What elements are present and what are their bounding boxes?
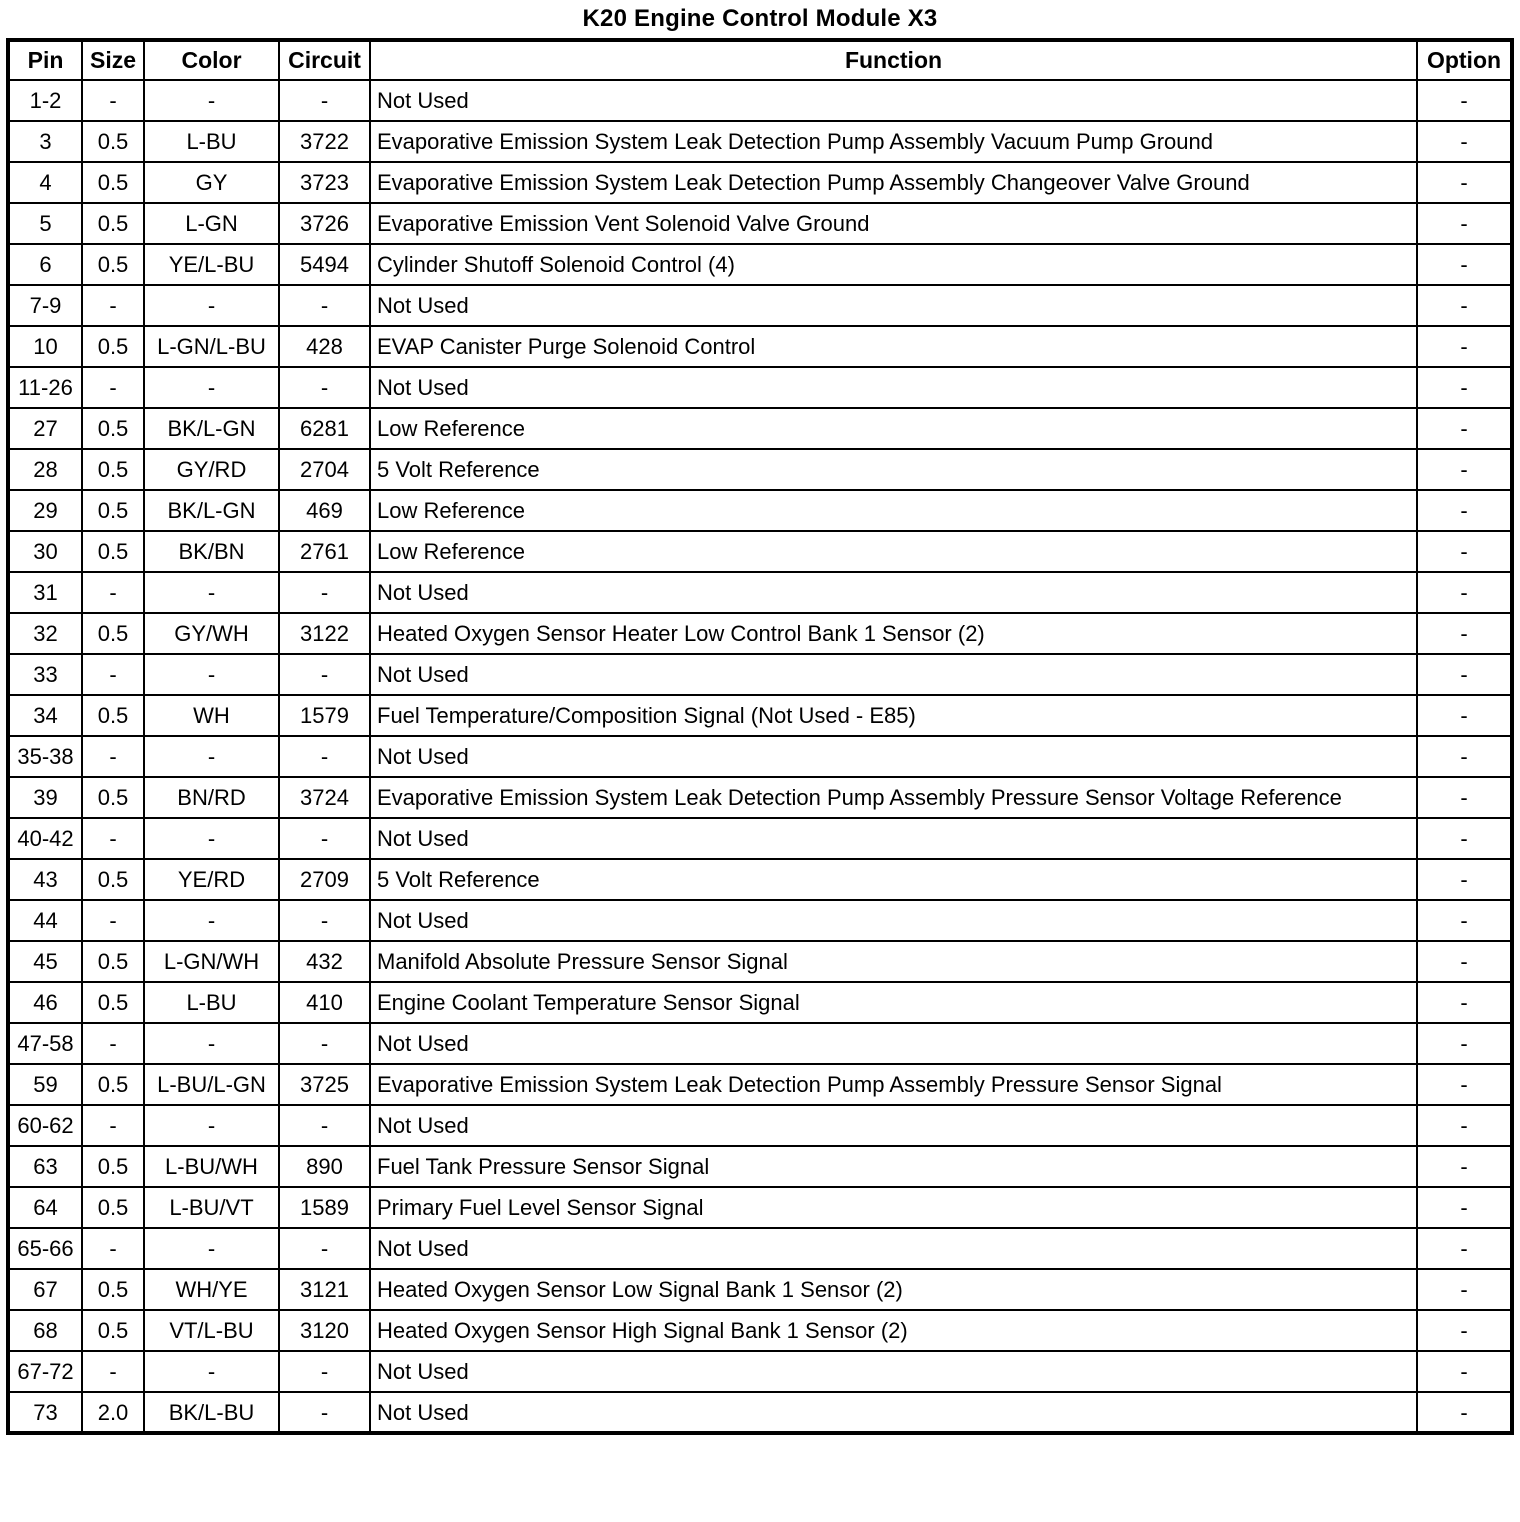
- cell-option: -: [1417, 613, 1512, 654]
- cell-pin: 67-72: [8, 1351, 82, 1392]
- cell-pin: 28: [8, 449, 82, 490]
- cell-pin: 3: [8, 121, 82, 162]
- table-row: [8, 162, 1512, 203]
- cell-function: Low Reference: [370, 490, 1417, 531]
- table-row: [8, 449, 1512, 490]
- cell-size: -: [82, 1105, 144, 1146]
- cell-pin: 43: [8, 859, 82, 900]
- cell-option: -: [1417, 1351, 1512, 1392]
- table-row: [8, 203, 1512, 244]
- cell-function: Low Reference: [370, 531, 1417, 572]
- cell-color: -: [144, 80, 279, 121]
- cell-size: 0.5: [82, 162, 144, 203]
- table-row: [8, 490, 1512, 531]
- cell-option: -: [1417, 777, 1512, 818]
- table-row: [8, 121, 1512, 162]
- cell-pin: 44: [8, 900, 82, 941]
- column-header-option: Option: [1417, 40, 1512, 80]
- cell-function: Engine Coolant Temperature Sensor Signal: [370, 982, 1417, 1023]
- table-row: [8, 367, 1512, 408]
- cell-color: YE/L-BU: [144, 244, 279, 285]
- cell-option: -: [1417, 1023, 1512, 1064]
- cell-size: 2.0: [82, 1392, 144, 1433]
- cell-size: 0.5: [82, 695, 144, 736]
- cell-color: GY: [144, 162, 279, 203]
- cell-function: Not Used: [370, 654, 1417, 695]
- cell-function: Fuel Temperature/Composition Signal (Not Used - E85): [370, 695, 1417, 736]
- table-row: [8, 1269, 1512, 1310]
- cell-color: -: [144, 736, 279, 777]
- table-row: [8, 531, 1512, 572]
- table-row: [8, 1064, 1512, 1105]
- cell-option: -: [1417, 203, 1512, 244]
- table-row: [8, 244, 1512, 285]
- cell-color: -: [144, 1023, 279, 1064]
- cell-option: -: [1417, 859, 1512, 900]
- cell-pin: 67: [8, 1269, 82, 1310]
- cell-color: BK/L-GN: [144, 408, 279, 449]
- cell-option: -: [1417, 244, 1512, 285]
- cell-pin: 34: [8, 695, 82, 736]
- table-row: [8, 777, 1512, 818]
- cell-pin: 32: [8, 613, 82, 654]
- cell-circuit: 3724: [279, 777, 370, 818]
- cell-function: Not Used: [370, 818, 1417, 859]
- cell-size: 0.5: [82, 941, 144, 982]
- cell-function: Evaporative Emission System Leak Detection Pump Assembly Vacuum Pump Ground: [370, 121, 1417, 162]
- cell-color: BK/L-GN: [144, 490, 279, 531]
- cell-function: Not Used: [370, 1392, 1417, 1433]
- cell-pin: 6: [8, 244, 82, 285]
- cell-pin: 27: [8, 408, 82, 449]
- cell-color: WH: [144, 695, 279, 736]
- cell-size: 0.5: [82, 982, 144, 1023]
- cell-pin: 31: [8, 572, 82, 613]
- cell-color: BN/RD: [144, 777, 279, 818]
- cell-option: -: [1417, 1310, 1512, 1351]
- cell-circuit: -: [279, 900, 370, 941]
- cell-function: Not Used: [370, 80, 1417, 121]
- table-row: [8, 613, 1512, 654]
- cell-option: -: [1417, 900, 1512, 941]
- column-header-size: Size: [82, 40, 144, 80]
- cell-function: Not Used: [370, 1105, 1417, 1146]
- cell-color: -: [144, 818, 279, 859]
- cell-size: 0.5: [82, 1064, 144, 1105]
- cell-color: -: [144, 1105, 279, 1146]
- cell-circuit: 3122: [279, 613, 370, 654]
- cell-color: -: [144, 1351, 279, 1392]
- cell-circuit: -: [279, 1228, 370, 1269]
- cell-circuit: 2704: [279, 449, 370, 490]
- pinout-table: [6, 38, 1514, 1435]
- cell-color: L-BU: [144, 982, 279, 1023]
- cell-size: 0.5: [82, 490, 144, 531]
- cell-circuit: 432: [279, 941, 370, 982]
- cell-pin: 33: [8, 654, 82, 695]
- table-row: [8, 1187, 1512, 1228]
- cell-function: Not Used: [370, 1351, 1417, 1392]
- cell-circuit: -: [279, 572, 370, 613]
- cell-function: 5 Volt Reference: [370, 859, 1417, 900]
- cell-circuit: 5494: [279, 244, 370, 285]
- cell-option: -: [1417, 449, 1512, 490]
- column-header-function: Function: [370, 40, 1417, 80]
- cell-pin: 68: [8, 1310, 82, 1351]
- cell-color: GY/WH: [144, 613, 279, 654]
- cell-function: Heated Oxygen Sensor Low Signal Bank 1 Sensor (2): [370, 1269, 1417, 1310]
- cell-circuit: -: [279, 736, 370, 777]
- cell-function: Not Used: [370, 900, 1417, 941]
- cell-pin: 29: [8, 490, 82, 531]
- cell-color: -: [144, 1228, 279, 1269]
- cell-option: -: [1417, 1105, 1512, 1146]
- cell-size: 0.5: [82, 859, 144, 900]
- table-row: [8, 982, 1512, 1023]
- cell-pin: 47-58: [8, 1023, 82, 1064]
- table-row: [8, 285, 1512, 326]
- cell-function: Manifold Absolute Pressure Sensor Signal: [370, 941, 1417, 982]
- cell-option: -: [1417, 285, 1512, 326]
- cell-pin: 46: [8, 982, 82, 1023]
- cell-size: -: [82, 80, 144, 121]
- cell-size: -: [82, 367, 144, 408]
- cell-circuit: -: [279, 1351, 370, 1392]
- cell-pin: 35-38: [8, 736, 82, 777]
- cell-pin: 4: [8, 162, 82, 203]
- cell-size: -: [82, 285, 144, 326]
- cell-circuit: -: [279, 80, 370, 121]
- cell-color: L-BU/VT: [144, 1187, 279, 1228]
- table-row: [8, 80, 1512, 121]
- cell-color: GY/RD: [144, 449, 279, 490]
- cell-circuit: 3723: [279, 162, 370, 203]
- cell-circuit: 428: [279, 326, 370, 367]
- cell-circuit: 3725: [279, 1064, 370, 1105]
- cell-size: -: [82, 1228, 144, 1269]
- table-row: [8, 859, 1512, 900]
- cell-size: 0.5: [82, 1310, 144, 1351]
- cell-option: -: [1417, 695, 1512, 736]
- cell-circuit: 1589: [279, 1187, 370, 1228]
- column-header-color: Color: [144, 40, 279, 80]
- cell-option: -: [1417, 408, 1512, 449]
- table-row: [8, 1310, 1512, 1351]
- cell-option: -: [1417, 367, 1512, 408]
- cell-circuit: 1579: [279, 695, 370, 736]
- cell-color: L-BU/L-GN: [144, 1064, 279, 1105]
- cell-option: -: [1417, 1146, 1512, 1187]
- table-row: [8, 900, 1512, 941]
- table-row: [8, 1105, 1512, 1146]
- cell-function: Low Reference: [370, 408, 1417, 449]
- cell-pin: 63: [8, 1146, 82, 1187]
- cell-color: -: [144, 900, 279, 941]
- cell-option: -: [1417, 654, 1512, 695]
- pinout-table-body: [8, 80, 1512, 1433]
- cell-option: -: [1417, 121, 1512, 162]
- column-header-pin: Pin: [8, 40, 82, 80]
- cell-color: WH/YE: [144, 1269, 279, 1310]
- cell-circuit: 890: [279, 1146, 370, 1187]
- table-row: [8, 572, 1512, 613]
- cell-color: -: [144, 654, 279, 695]
- cell-option: -: [1417, 1187, 1512, 1228]
- cell-pin: 1-2: [8, 80, 82, 121]
- cell-function: Evaporative Emission System Leak Detection Pump Assembly Pressure Sensor Voltage Reference: [370, 777, 1417, 818]
- cell-option: -: [1417, 1392, 1512, 1433]
- cell-function: Not Used: [370, 1023, 1417, 1064]
- cell-size: 0.5: [82, 777, 144, 818]
- cell-circuit: 3120: [279, 1310, 370, 1351]
- table-row: [8, 941, 1512, 982]
- table-row: [8, 654, 1512, 695]
- cell-option: -: [1417, 162, 1512, 203]
- cell-circuit: 6281: [279, 408, 370, 449]
- page-title: K20 Engine Control Module X3: [582, 5, 938, 32]
- table-row: [8, 1351, 1512, 1392]
- cell-size: 0.5: [82, 613, 144, 654]
- cell-circuit: 3121: [279, 1269, 370, 1310]
- cell-color: L-GN: [144, 203, 279, 244]
- cell-pin: 30: [8, 531, 82, 572]
- cell-size: -: [82, 736, 144, 777]
- table-row: [8, 818, 1512, 859]
- cell-circuit: -: [279, 818, 370, 859]
- table-row: [8, 695, 1512, 736]
- cell-circuit: 2761: [279, 531, 370, 572]
- cell-pin: 64: [8, 1187, 82, 1228]
- cell-pin: 45: [8, 941, 82, 982]
- cell-pin: 7-9: [8, 285, 82, 326]
- cell-function: Not Used: [370, 285, 1417, 326]
- table-row: [8, 1228, 1512, 1269]
- cell-circuit: -: [279, 285, 370, 326]
- cell-option: -: [1417, 1064, 1512, 1105]
- cell-circuit: 410: [279, 982, 370, 1023]
- cell-pin: 65-66: [8, 1228, 82, 1269]
- cell-function: Heated Oxygen Sensor High Signal Bank 1 Sensor (2): [370, 1310, 1417, 1351]
- cell-size: 0.5: [82, 408, 144, 449]
- cell-circuit: -: [279, 367, 370, 408]
- cell-function: Not Used: [370, 367, 1417, 408]
- cell-size: -: [82, 654, 144, 695]
- cell-pin: 11-26: [8, 367, 82, 408]
- cell-size: 0.5: [82, 1269, 144, 1310]
- table-row: [8, 1023, 1512, 1064]
- cell-pin: 5: [8, 203, 82, 244]
- cell-option: -: [1417, 326, 1512, 367]
- cell-color: BK/BN: [144, 531, 279, 572]
- cell-option: -: [1417, 736, 1512, 777]
- cell-function: Fuel Tank Pressure Sensor Signal: [370, 1146, 1417, 1187]
- cell-color: -: [144, 572, 279, 613]
- cell-function: Evaporative Emission System Leak Detection Pump Assembly Pressure Sensor Signal: [370, 1064, 1417, 1105]
- table-row: [8, 326, 1512, 367]
- cell-circuit: -: [279, 1023, 370, 1064]
- cell-color: VT/L-BU: [144, 1310, 279, 1351]
- cell-color: BK/L-BU: [144, 1392, 279, 1433]
- cell-pin: 40-42: [8, 818, 82, 859]
- cell-pin: 10: [8, 326, 82, 367]
- cell-circuit: 2709: [279, 859, 370, 900]
- cell-function: Heated Oxygen Sensor Heater Low Control Bank 1 Sensor (2): [370, 613, 1417, 654]
- cell-circuit: 3726: [279, 203, 370, 244]
- cell-function: Primary Fuel Level Sensor Signal: [370, 1187, 1417, 1228]
- cell-function: 5 Volt Reference: [370, 449, 1417, 490]
- cell-circuit: 469: [279, 490, 370, 531]
- cell-function: Cylinder Shutoff Solenoid Control (4): [370, 244, 1417, 285]
- cell-function: EVAP Canister Purge Solenoid Control: [370, 326, 1417, 367]
- cell-pin: 60-62: [8, 1105, 82, 1146]
- cell-pin: 39: [8, 777, 82, 818]
- cell-size: -: [82, 900, 144, 941]
- table-row: [8, 408, 1512, 449]
- cell-option: -: [1417, 941, 1512, 982]
- cell-function: Not Used: [370, 572, 1417, 613]
- cell-circuit: -: [279, 654, 370, 695]
- cell-function: Evaporative Emission Vent Solenoid Valve Ground: [370, 203, 1417, 244]
- cell-color: L-GN/L-BU: [144, 326, 279, 367]
- cell-function: Not Used: [370, 1228, 1417, 1269]
- cell-size: -: [82, 1351, 144, 1392]
- cell-size: 0.5: [82, 203, 144, 244]
- cell-circuit: 3722: [279, 121, 370, 162]
- cell-option: -: [1417, 818, 1512, 859]
- cell-color: L-BU/WH: [144, 1146, 279, 1187]
- cell-pin: 73: [8, 1392, 82, 1433]
- cell-size: 0.5: [82, 1146, 144, 1187]
- cell-option: -: [1417, 1269, 1512, 1310]
- cell-circuit: -: [279, 1105, 370, 1146]
- cell-size: -: [82, 1023, 144, 1064]
- cell-option: -: [1417, 80, 1512, 121]
- cell-size: 0.5: [82, 326, 144, 367]
- cell-size: 0.5: [82, 1187, 144, 1228]
- cell-option: -: [1417, 572, 1512, 613]
- cell-option: -: [1417, 982, 1512, 1023]
- column-header-circuit: Circuit: [279, 40, 370, 80]
- cell-size: 0.5: [82, 244, 144, 285]
- cell-option: -: [1417, 1228, 1512, 1269]
- cell-size: 0.5: [82, 449, 144, 490]
- cell-option: -: [1417, 531, 1512, 572]
- cell-color: L-GN/WH: [144, 941, 279, 982]
- cell-size: -: [82, 572, 144, 613]
- cell-color: YE/RD: [144, 859, 279, 900]
- cell-pin: 59: [8, 1064, 82, 1105]
- table-row: [8, 736, 1512, 777]
- cell-color: -: [144, 367, 279, 408]
- cell-function: Not Used: [370, 736, 1417, 777]
- table-row: [8, 1392, 1512, 1433]
- cell-function: Evaporative Emission System Leak Detection Pump Assembly Changeover Valve Ground: [370, 162, 1417, 203]
- table-row: [8, 1146, 1512, 1187]
- cell-color: L-BU: [144, 121, 279, 162]
- cell-size: 0.5: [82, 531, 144, 572]
- cell-size: -: [82, 818, 144, 859]
- cell-option: -: [1417, 490, 1512, 531]
- cell-color: -: [144, 285, 279, 326]
- header-row: [8, 40, 1512, 80]
- cell-size: 0.5: [82, 121, 144, 162]
- cell-circuit: -: [279, 1392, 370, 1433]
